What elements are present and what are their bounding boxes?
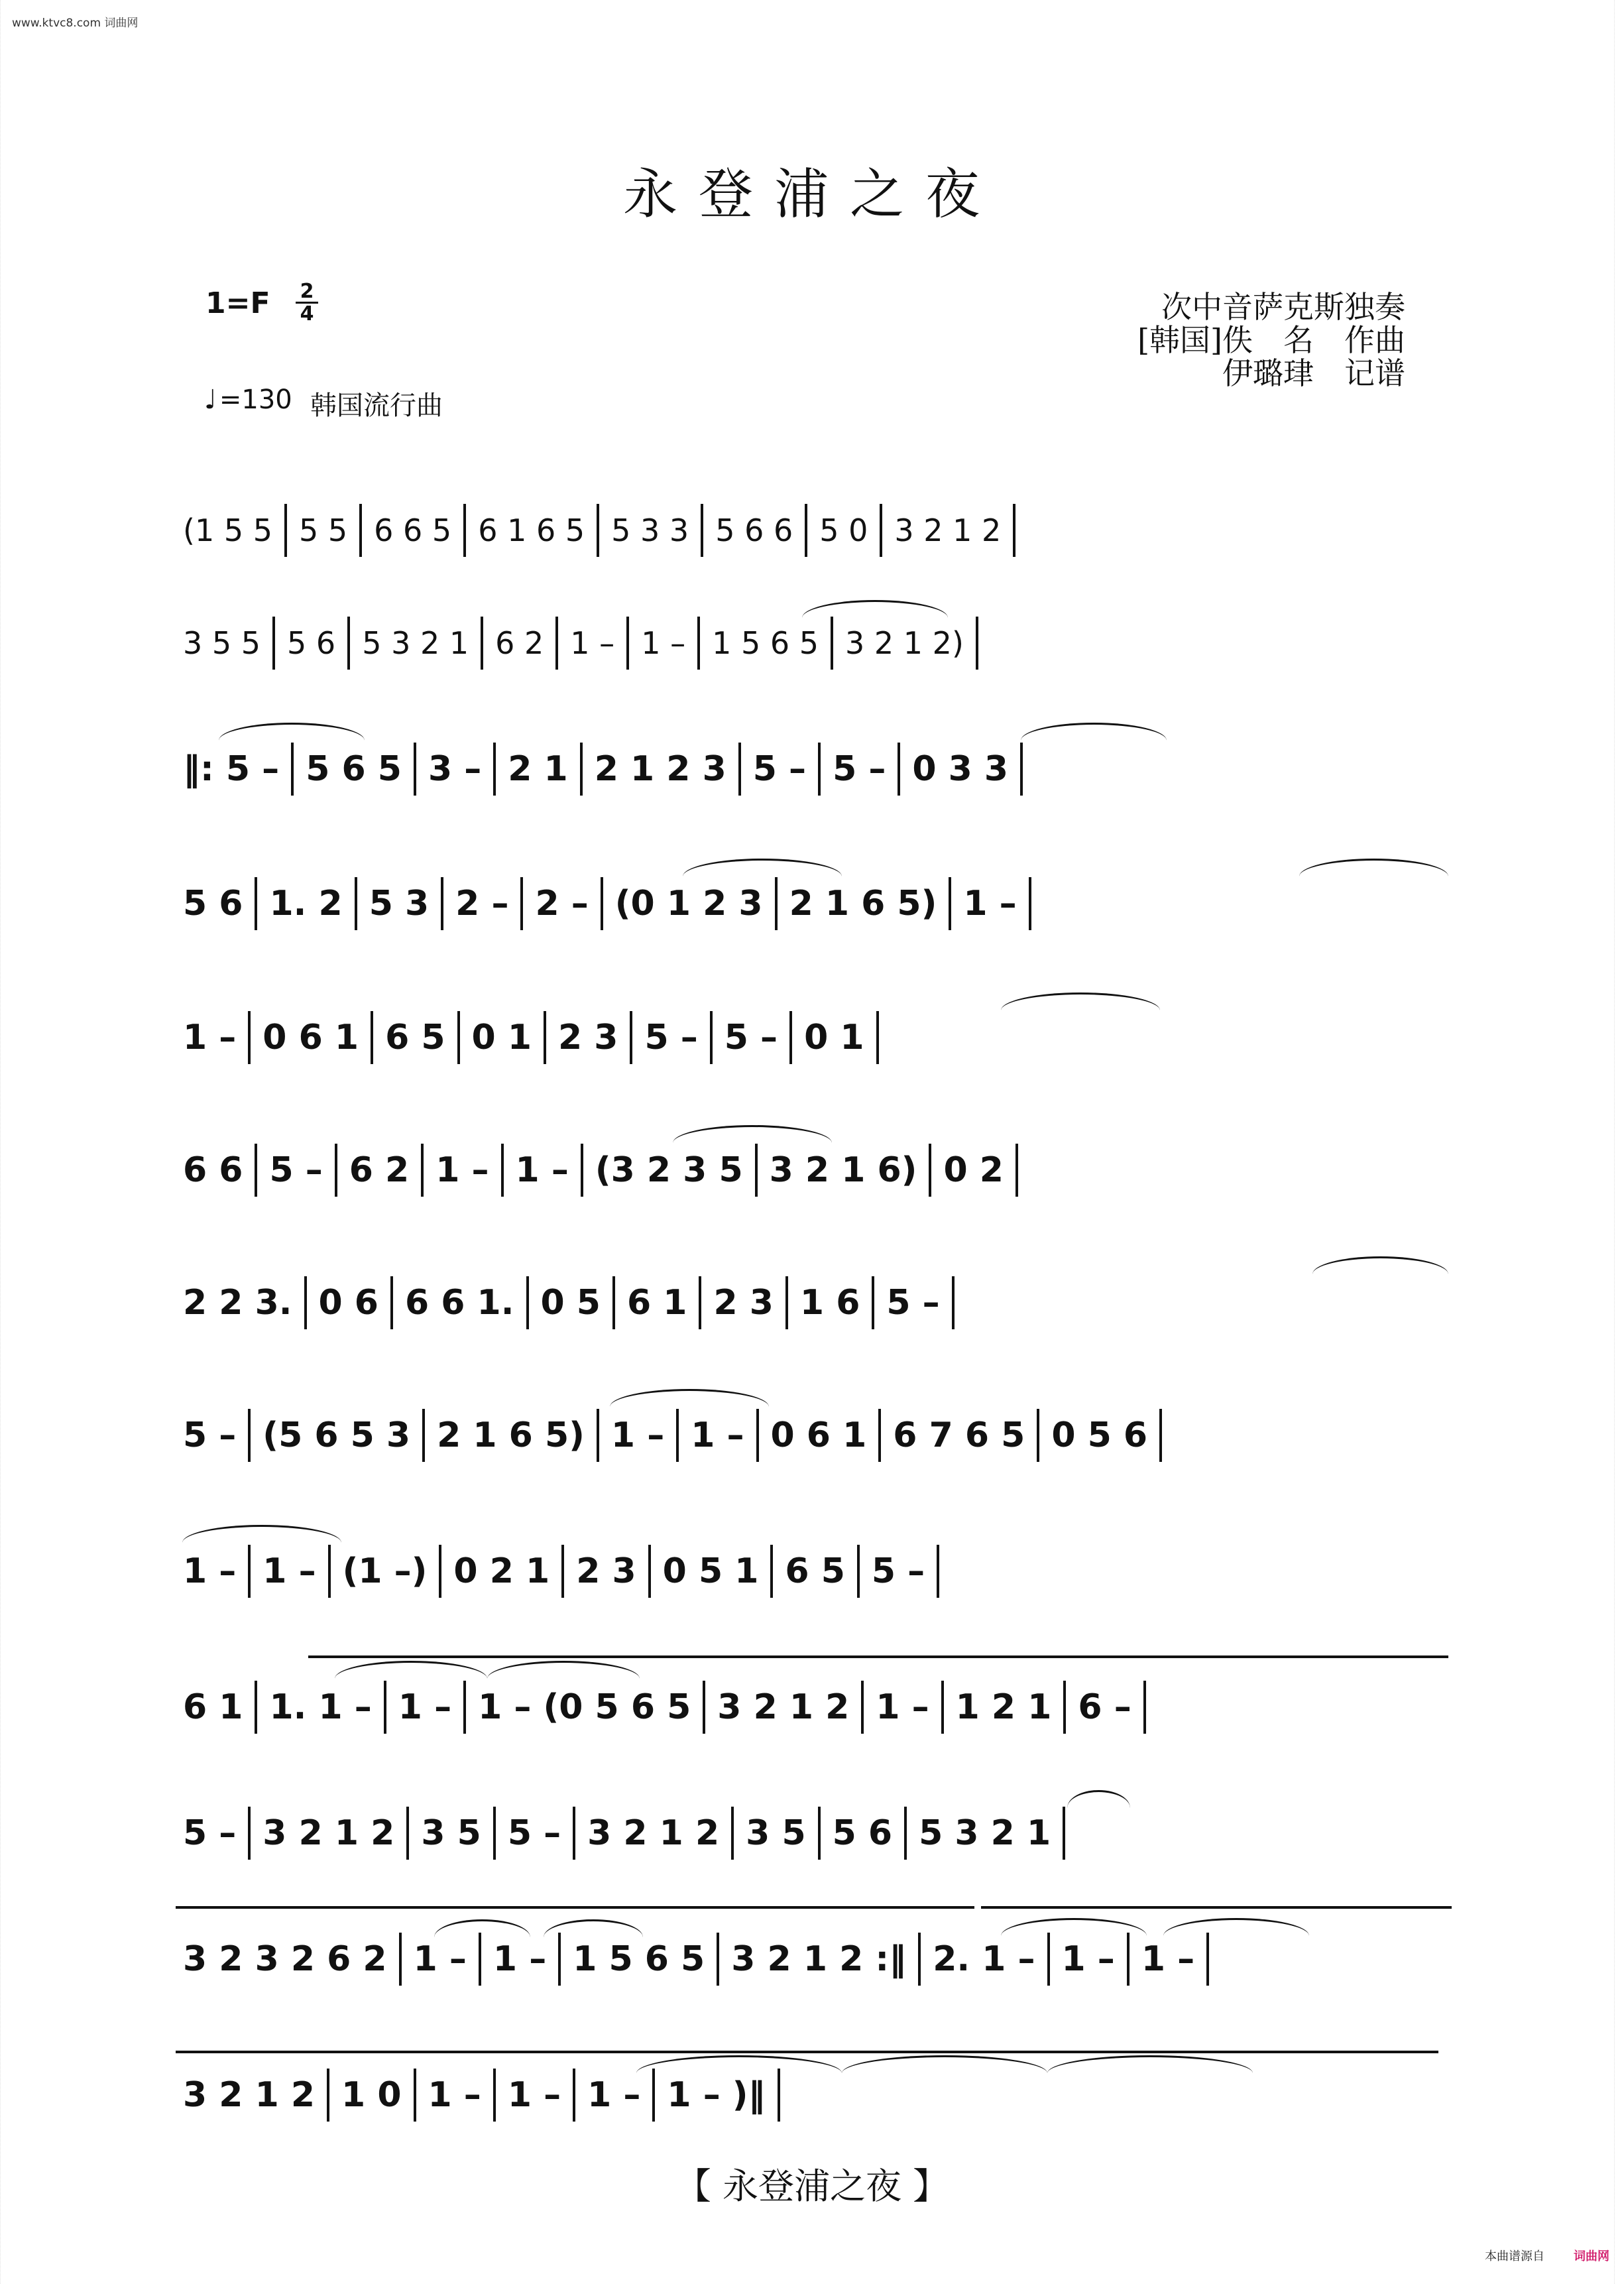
- measure: 2 1: [496, 743, 582, 796]
- score-line: [171, 880, 1470, 927]
- left-margin-strip: [0, 0, 10, 2284]
- score-line: [171, 1280, 1470, 1326]
- measure: 1 –: [558, 617, 629, 670]
- measure: 1. 1 –: [257, 1681, 386, 1734]
- slur-mark: [1001, 1918, 1147, 1936]
- measure: 5 3: [357, 877, 443, 930]
- measure: 1 –: [416, 2069, 496, 2122]
- measure: (0 1 2 3: [603, 877, 778, 930]
- footer-title: 【 永登浦之夜 】: [675, 2165, 949, 2207]
- slur-mark: [544, 1919, 643, 1937]
- measure: 3 2 1 2: [575, 1807, 734, 1860]
- measure: 5 –: [171, 1807, 251, 1860]
- slur-mark: [610, 1389, 769, 1407]
- slur-mark: [673, 1125, 832, 1143]
- measure: 6 5: [773, 1545, 859, 1598]
- footer-source-text: 本曲谱源自: [1485, 2250, 1544, 2263]
- measure: 5 6 5: [294, 743, 416, 796]
- measure: 1 –: [1130, 1933, 1209, 1986]
- measure: 5 –: [860, 1545, 939, 1598]
- measure: 5 0: [807, 504, 882, 557]
- measure: 5 6: [275, 617, 350, 670]
- measure: 1 0: [329, 2069, 416, 2122]
- measure: 3 5 5: [171, 617, 275, 670]
- measure: 2 1 6 5): [425, 1409, 599, 1462]
- measure: (1 5 5: [171, 504, 287, 557]
- score-line: [171, 1412, 1470, 1459]
- measure: 0 6: [307, 1276, 393, 1329]
- measure: 6 1: [615, 1276, 701, 1329]
- measure: 5 –: [874, 1276, 954, 1329]
- measure: 6 6 1.: [393, 1276, 529, 1329]
- tempo-marking: [204, 385, 292, 415]
- measure: 1 –: [629, 617, 700, 670]
- slur-mark: [842, 2055, 1047, 2073]
- measure: 2 1 2 3: [583, 743, 741, 796]
- measure: 3 2 1 2: [251, 1807, 409, 1860]
- measure: (3 2 3 5: [583, 1144, 758, 1197]
- measure: 1 –: [599, 1409, 679, 1462]
- score-line: [171, 1936, 1470, 1982]
- measure: 6 –: [1066, 1681, 1145, 1734]
- measure: 1 –: [251, 1545, 330, 1598]
- measure: 5 –: [496, 1807, 575, 1860]
- volta-bracket: [176, 2051, 1438, 2053]
- slur-mark: [1021, 723, 1167, 741]
- measure: 6 2: [483, 617, 558, 670]
- measure: 5 5: [287, 504, 362, 557]
- slur-mark: [683, 859, 842, 876]
- measure: 0 6 1: [759, 1409, 882, 1462]
- slur-mark: [182, 1525, 341, 1543]
- measure: 3 5: [734, 1807, 820, 1860]
- measure: 1 – )‖: [655, 2069, 780, 2122]
- measure: 2 3: [701, 1276, 787, 1329]
- measure: 3 5: [409, 1807, 495, 1860]
- measure: 5 3 3: [599, 504, 703, 557]
- measure: 1 –: [424, 1144, 503, 1197]
- measure: 1 5 6 5: [700, 617, 833, 670]
- measure: 5 –: [713, 1011, 792, 1064]
- score-line: [171, 2072, 1470, 2118]
- slur-mark: [1163, 1918, 1309, 1936]
- measure: 3 –: [416, 743, 496, 796]
- volta-bracket: [176, 1906, 974, 1909]
- measure: 5 6 6: [703, 504, 807, 557]
- time-signature-top: 2: [296, 281, 318, 304]
- measure: 5 –: [741, 743, 821, 796]
- slur-mark: [434, 1919, 530, 1937]
- score-line: [171, 1548, 1470, 1594]
- time-signature: [296, 281, 318, 324]
- measure: 2 2 3.: [171, 1276, 307, 1329]
- measure: 0 5 1: [651, 1545, 774, 1598]
- footer-logo: 词曲网: [1574, 2250, 1609, 2263]
- measure: 1 –: [504, 1144, 583, 1197]
- measure: 3 2 1 2: [705, 1681, 864, 1734]
- measure: 2 –: [523, 877, 603, 930]
- measure: ‖: 5 –: [171, 743, 294, 796]
- key-signature: 1=F: [205, 286, 270, 320]
- measure: 3 2 3 2 6 2: [171, 1933, 402, 1986]
- measure: 1 – (0 5 6 5: [466, 1681, 705, 1734]
- measure: 2 –: [443, 877, 523, 930]
- measure: 5 3 2 1: [350, 617, 483, 670]
- slur-mark: [1047, 2055, 1253, 2073]
- measure: 3 2 1 2: [171, 2069, 329, 2122]
- slur-mark: [636, 2055, 842, 2073]
- measure: 6 5: [373, 1011, 459, 1064]
- volta-bracket: [981, 1906, 1452, 1909]
- measure: 0 1: [792, 1011, 878, 1064]
- measure: 5 6: [821, 1807, 907, 1860]
- measure: 0 6 1: [251, 1011, 373, 1064]
- measure: 6 6 5: [362, 504, 466, 557]
- measure: 6 7 6 5: [881, 1409, 1039, 1462]
- measure: (5 6 5 3: [251, 1409, 425, 1462]
- measure: 1 –: [496, 2069, 575, 2122]
- page-title: 永登浦之夜: [622, 163, 1001, 226]
- credit-composer: [韩国]佚 名 作曲: [1137, 322, 1405, 358]
- measure: 1 6: [788, 1276, 874, 1329]
- measure: 3 2 1 2 :‖: [719, 1933, 921, 1986]
- slur-mark: [1312, 1256, 1448, 1274]
- credit-instrument: 次中音萨克斯独奏: [1161, 289, 1405, 325]
- time-signature-bottom: 4: [300, 302, 314, 326]
- measure: 0 1: [460, 1011, 546, 1064]
- measure: 5 6: [171, 877, 257, 930]
- measure: 5 –: [171, 1409, 251, 1462]
- slur-mark: [1067, 1790, 1130, 1808]
- measure: 3 2 1 2): [833, 617, 978, 670]
- measure: 0 2 1: [441, 1545, 564, 1598]
- right-margin-strip: [1614, 0, 1624, 2284]
- measure: 6 1 6 5: [466, 504, 599, 557]
- score-line: [171, 620, 1470, 666]
- site-watermark: www.ktvc8.com 词曲网: [12, 17, 139, 30]
- measure: 1. 2: [257, 877, 357, 930]
- measure: 1 –: [864, 1681, 943, 1734]
- quarter-note-icon: ♩: [204, 385, 217, 415]
- measure: 1 –: [171, 1545, 251, 1598]
- score-line: [171, 1014, 1470, 1061]
- measure: 1 –: [1050, 1933, 1130, 1986]
- measure: 3 2 1 6): [758, 1144, 932, 1197]
- score-line: [171, 1810, 1470, 1856]
- measure: 5 –: [257, 1144, 337, 1197]
- measure: 1 –: [575, 2069, 655, 2122]
- score-line: [171, 1684, 1470, 1730]
- measure: 5 –: [821, 743, 900, 796]
- song-style: 韩国流行曲: [310, 391, 443, 421]
- measure: 1 –: [679, 1409, 758, 1462]
- measure: 5 3 2 1: [907, 1807, 1065, 1860]
- measure: 1 –: [386, 1681, 466, 1734]
- measure: 1 –: [481, 1933, 561, 1986]
- score-line: [171, 746, 1470, 792]
- tempo-value: =130: [219, 385, 292, 415]
- measure: 2 1 6 5): [778, 877, 952, 930]
- measure: 1 2 1: [944, 1681, 1067, 1734]
- measure: 0 3 3: [900, 743, 1023, 796]
- slur-mark: [1001, 992, 1160, 1010]
- slur-mark: [335, 1661, 487, 1679]
- measure: 2 3: [546, 1011, 632, 1064]
- measure: 1 –: [951, 877, 1031, 930]
- measure: (1 –): [331, 1545, 442, 1598]
- measure: 0 2: [931, 1144, 1017, 1197]
- measure: 0 5 6: [1039, 1409, 1162, 1462]
- measure: 1 5 6 5: [561, 1933, 719, 1986]
- measure: 0 5: [529, 1276, 615, 1329]
- measure: 3 2 1 2: [882, 504, 1015, 557]
- volta-bracket: [308, 1655, 1448, 1658]
- credit-transcriber: 伊璐珒 记谱: [1222, 355, 1405, 391]
- slur-mark: [802, 600, 948, 618]
- measure: 2 3: [564, 1545, 650, 1598]
- measure: 6 6: [171, 1144, 257, 1197]
- measure: 1 –: [171, 1011, 251, 1064]
- credits: [1137, 290, 1405, 390]
- slur-mark: [487, 1661, 640, 1679]
- measure: 6 1: [171, 1681, 257, 1734]
- score-line: [171, 1147, 1470, 1193]
- measure: 1 –: [402, 1933, 481, 1986]
- measure: 2. 1 –: [921, 1933, 1049, 1986]
- slur-mark: [1299, 859, 1448, 876]
- measure: 5 –: [632, 1011, 712, 1064]
- slur-mark: [219, 723, 365, 741]
- measure: 6 2: [337, 1144, 424, 1197]
- score-line: [171, 507, 1470, 554]
